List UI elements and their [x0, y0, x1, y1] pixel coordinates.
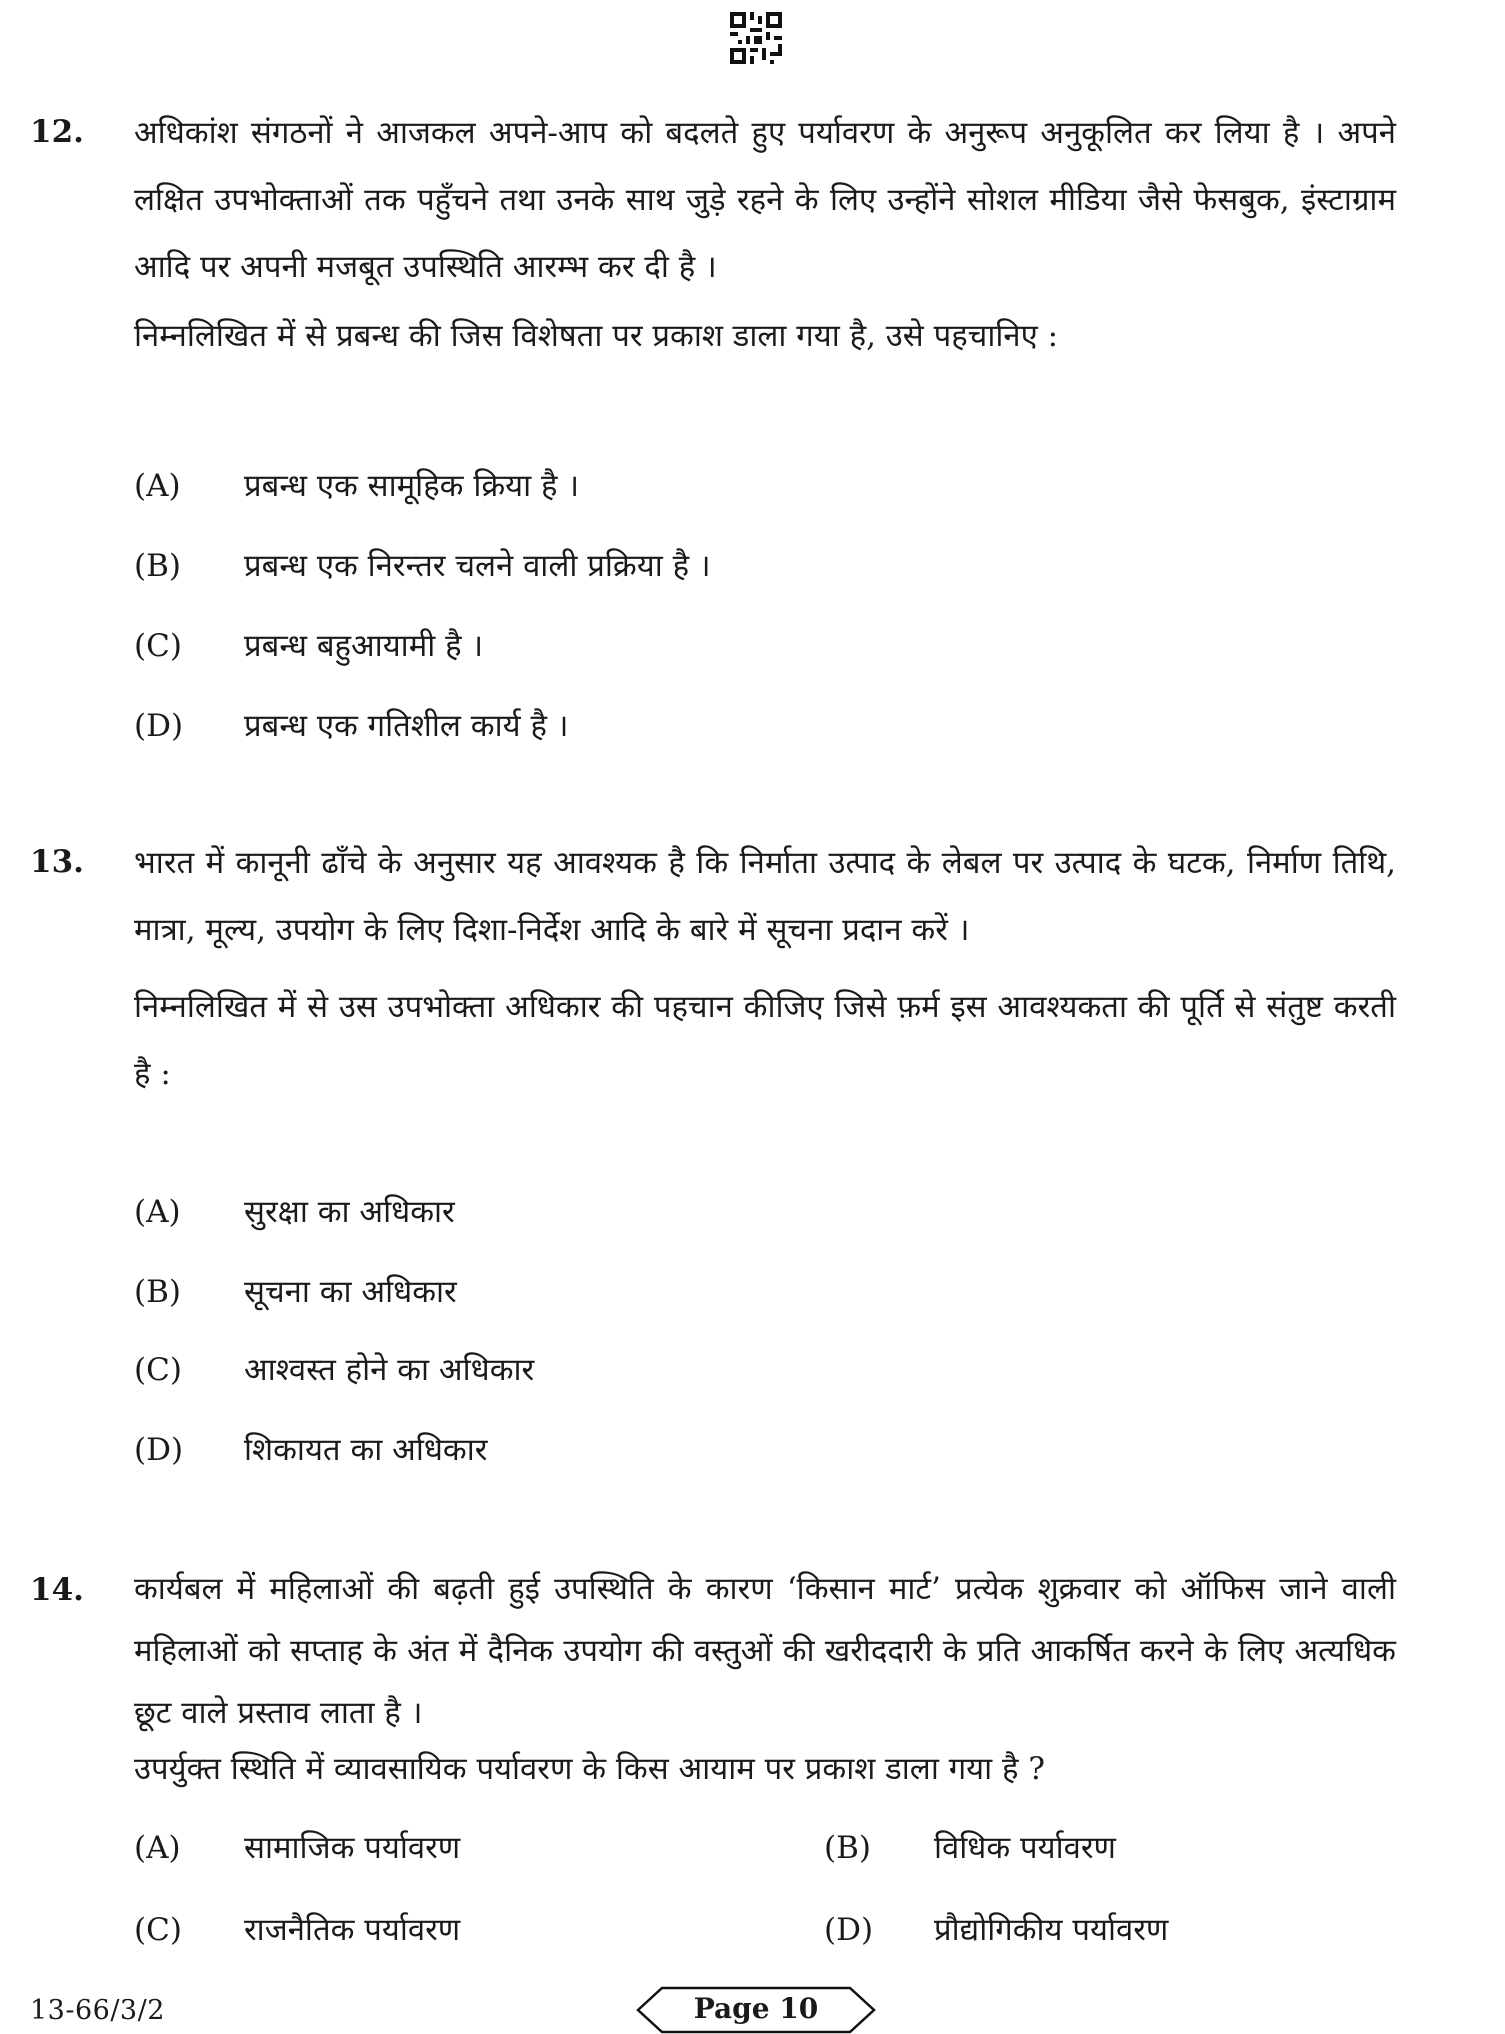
option-text: विधिक पर्यावरण [934, 1830, 1116, 1866]
option-text: प्रौद्योगिकीय पर्यावरण [934, 1912, 1169, 1948]
question-prompt: उपर्युक्त स्थिति में व्यावसायिक पर्यावरण के किस आयाम पर प्रकाश डाला गया है ? [134, 1751, 1045, 1787]
option-label: (B) [824, 1830, 871, 1866]
option-label: (A) [134, 1194, 181, 1230]
option-c[interactable] [134, 1350, 534, 1390]
question-number: 12. [30, 114, 84, 150]
option-label: (B) [134, 548, 181, 584]
option-label: (A) [134, 468, 181, 504]
option-text: सामाजिक पर्यावरण [244, 1830, 461, 1866]
question-prompt: निम्नलिखित में से उस उपभोक्ता अधिकार की पहचान कीजिए जिसे फ़र्म इस आवश्यकता की पूर्ति से संतुष्ट करती है : [134, 989, 1396, 1092]
option-c[interactable] [134, 626, 483, 666]
option-b[interactable] [134, 1272, 457, 1312]
paper-code: 13-66/3/2 [30, 1995, 165, 2026]
qr-code-icon [730, 12, 782, 64]
option-label: (A) [134, 1830, 181, 1866]
option-a[interactable] [134, 1192, 455, 1232]
option-a[interactable] [134, 466, 579, 506]
option-b[interactable] [824, 1828, 1116, 1868]
question-number: 14. [30, 1572, 84, 1608]
option-b[interactable] [134, 546, 711, 586]
option-label: (B) [134, 1274, 181, 1310]
question-text: भारत में कानूनी ढाँचे के अनुसार यह आवश्यक है कि निर्माता उत्पाद के लेबल पर उत्पाद के घटक, निर्माण तिथि, मात्रा, मूल्य, उपयोग के लिए दिशा-निर्देश आदि के बारे में सूचना प्रदान करें । [134, 845, 1396, 948]
option-text: राजनैतिक पर्यावरण [244, 1912, 461, 1948]
option-c[interactable] [134, 1910, 460, 1950]
option-label: (D) [824, 1912, 874, 1948]
option-label: (D) [134, 1432, 184, 1468]
option-text: शिकायत का अधिकार [244, 1432, 488, 1468]
option-d[interactable] [134, 1430, 487, 1470]
option-text: सुरक्षा का अधिकार [244, 1194, 455, 1230]
option-label: (D) [134, 708, 184, 744]
question-prompt: निम्नलिखित में से प्रबन्ध की जिस विशेषता पर प्रकाश डाला गया है, उसे पहचानिए : [134, 318, 1059, 354]
option-label: (C) [134, 1912, 182, 1948]
option-text: सूचना का अधिकार [244, 1274, 457, 1310]
question-body [134, 830, 1396, 1108]
question-body [134, 100, 1396, 361]
page-number-badge [636, 1986, 876, 2034]
option-text: प्रबन्ध बहुआयामी है । [244, 628, 484, 664]
option-d[interactable] [134, 706, 569, 746]
option-text: प्रबन्ध एक सामूहिक क्रिया है । [244, 468, 580, 504]
option-text: आश्वस्त होने का अधिकार [244, 1352, 535, 1388]
option-text: प्रबन्ध एक गतिशील कार्य है । [244, 708, 569, 744]
option-label: (C) [134, 1352, 182, 1388]
question-body [134, 1558, 1396, 1794]
question-text: कार्यबल में महिलाओं की बढ़ती हुई उपस्थिति के कारण ‘किसान मार्ट’ प्रत्येक शुक्रवार को ऑफिस जाने वाली महिलाओं को सप्ताह के अंत में दैनिक उपयोग की वस्तुओं की खरीददारी के प्रति आकर्षित करने के लिए अत्यधिक छूट वाले प्रस्ताव लाता है । [134, 1571, 1396, 1731]
page-number: Page 10 [693, 1992, 819, 2025]
question-number: 13. [30, 844, 84, 880]
option-a[interactable] [134, 1828, 460, 1868]
question-text: अधिकांश संगठनों ने आजकल अपने-आप को बदलते हुए पर्यावरण के अनुरूप अनुकूलित कर लिया है । अपने लक्षित उपभोक्ताओं तक पहुँचने तथा उनके साथ जुड़े रहने के लिए उन्होंने सोशल मीडिया जैसे फेसबुक, इंस्टाग्राम आदि पर अपनी मजबूत उपस्थिति आरम्भ कर दी है । [134, 115, 1396, 285]
option-d[interactable] [824, 1910, 1168, 1950]
option-label: (C) [134, 628, 182, 664]
option-text: प्रबन्ध एक निरन्तर चलने वाली प्रक्रिया है । [244, 548, 711, 584]
